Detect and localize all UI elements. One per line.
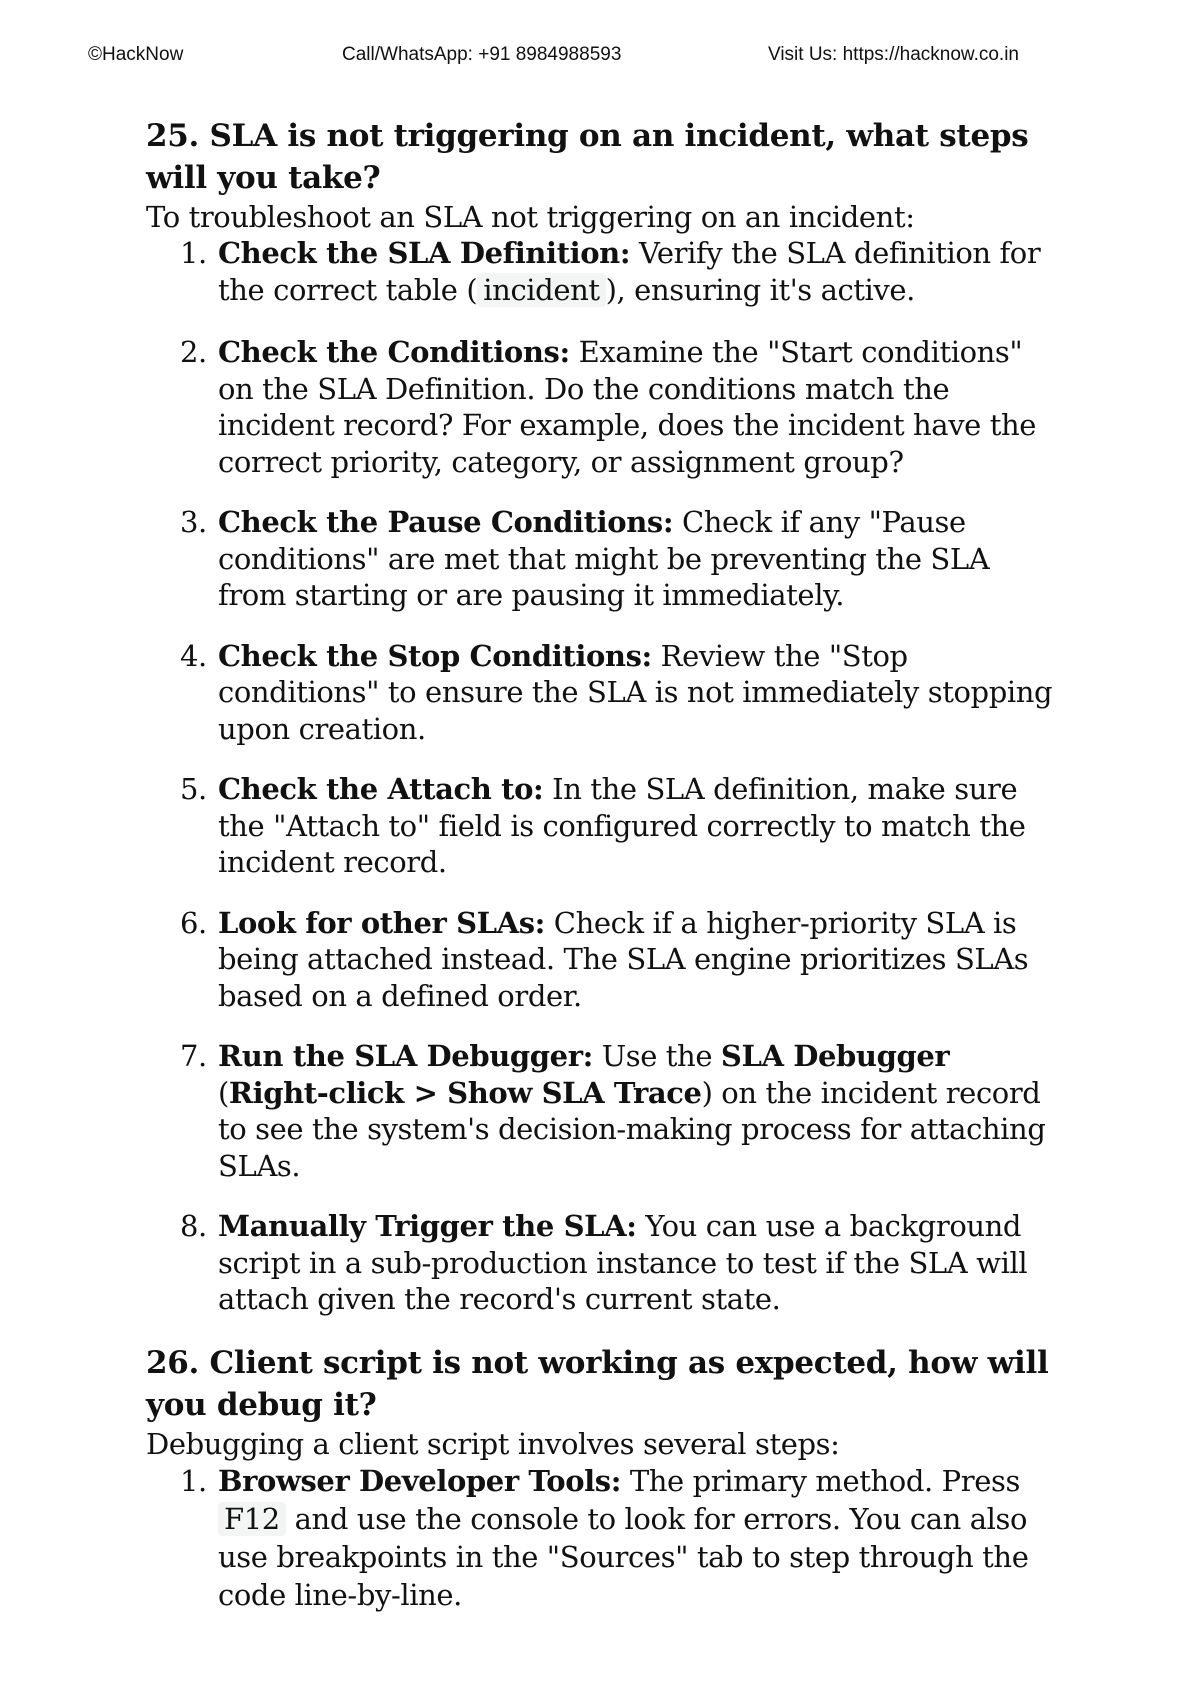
page-header	[88, 44, 1048, 70]
list-item	[146, 1038, 1066, 1184]
item-text: and use the console to look for errors. You can also use breakpoints in the "Sources" tab to step through the code line-by-line.	[218, 1501, 1029, 1612]
item-text: ), ensuring it's active.	[605, 272, 915, 307]
item-title: Check the Pause Conditions:	[218, 505, 674, 539]
item-text: Review the "Stop conditions" to ensure the SLA is not immediately stopping upon creation.	[218, 638, 1053, 746]
item-text: Check if any "Pause conditions" are met that might be preventing the SLA from starting or are pausing it immediately.	[218, 505, 990, 612]
item-number: 8.	[180, 1209, 207, 1243]
list-item	[146, 235, 1066, 308]
inline-code: incident	[477, 273, 605, 307]
list-item	[146, 1208, 1066, 1318]
item-title: Check the SLA Definition:	[218, 236, 631, 270]
steps-list	[146, 235, 1066, 1318]
item-number: 7.	[180, 1039, 207, 1073]
item-number: 1.	[180, 1463, 207, 1498]
item-text: You can use a background script in a sub-production instance to test if the SLA will attach given the record's current state.	[218, 1209, 1028, 1316]
website-link[interactable]: Visit Us: https://hacknow.co.in	[768, 44, 1019, 65]
item-title: Check the Stop Conditions:	[218, 638, 652, 673]
item-number: 5.	[180, 772, 207, 806]
item-title: Look for other SLAs:	[218, 905, 545, 940]
list-item	[146, 638, 1066, 748]
inline-code: F12	[218, 1502, 286, 1536]
item-title: Run the SLA Debugger:	[218, 1039, 593, 1073]
item-title: Manually Trigger the SLA:	[218, 1209, 637, 1243]
intro-text: To troubleshoot an SLA not triggering on an incident:	[146, 200, 915, 234]
item-number: 2.	[180, 335, 207, 369]
question-heading: 26. Client script is not working as expected, how will you debug it?	[146, 1344, 1049, 1423]
list-item	[146, 771, 1066, 881]
question-heading: 25. SLA is not triggering on an incident, what steps will you take?	[146, 118, 1029, 196]
question-25	[146, 115, 1066, 1318]
item-text: Check if a higher-priority SLA is being attached instead. The SLA engine prioritizes SLAs based on a defined order.	[218, 905, 1029, 1013]
item-text: Use the	[592, 1039, 721, 1073]
item-text: Examine the "Start conditions" on the SLA Definition. Do the conditions match the incident record? For example, does the incident have the correct priority, category, or assignment group?	[218, 335, 1037, 479]
intro-text: Debugging a client script involves several steps:	[146, 1426, 840, 1461]
item-text: In the SLA definition, make sure the "Attach to" field is configured correctly to match the incident record.	[218, 772, 1026, 879]
item-text: Verify the SLA definition for the correct table (	[218, 236, 1041, 307]
item-emphasis: SLA Debugger	[720, 1039, 950, 1073]
item-text: (	[218, 1075, 229, 1110]
item-number: 3.	[180, 505, 207, 539]
item-emphasis: Right-click > Show SLA Trace	[228, 1075, 702, 1110]
list-item	[146, 905, 1066, 1015]
item-number: 4.	[180, 638, 207, 673]
item-text: The primary method. Press	[621, 1463, 1020, 1498]
document-body	[146, 115, 1066, 1614]
item-title: Check the Conditions:	[218, 335, 570, 369]
list-item	[146, 504, 1066, 614]
item-number: 6.	[180, 905, 207, 940]
list-item	[146, 1462, 1066, 1614]
list-item	[146, 334, 1066, 480]
brand-label: ©HackNow	[88, 44, 184, 65]
item-number: 1.	[180, 236, 207, 270]
item-text: ) on the incident record to see the system's decision-making process for attaching SLAs.	[218, 1075, 1046, 1183]
item-title: Browser Developer Tools:	[218, 1463, 621, 1498]
item-title: Check the Attach to:	[218, 772, 544, 806]
contact-phone: Call/WhatsApp: +91 8984988593	[342, 44, 622, 65]
steps-list	[146, 1462, 1066, 1614]
question-26	[146, 1342, 1066, 1614]
